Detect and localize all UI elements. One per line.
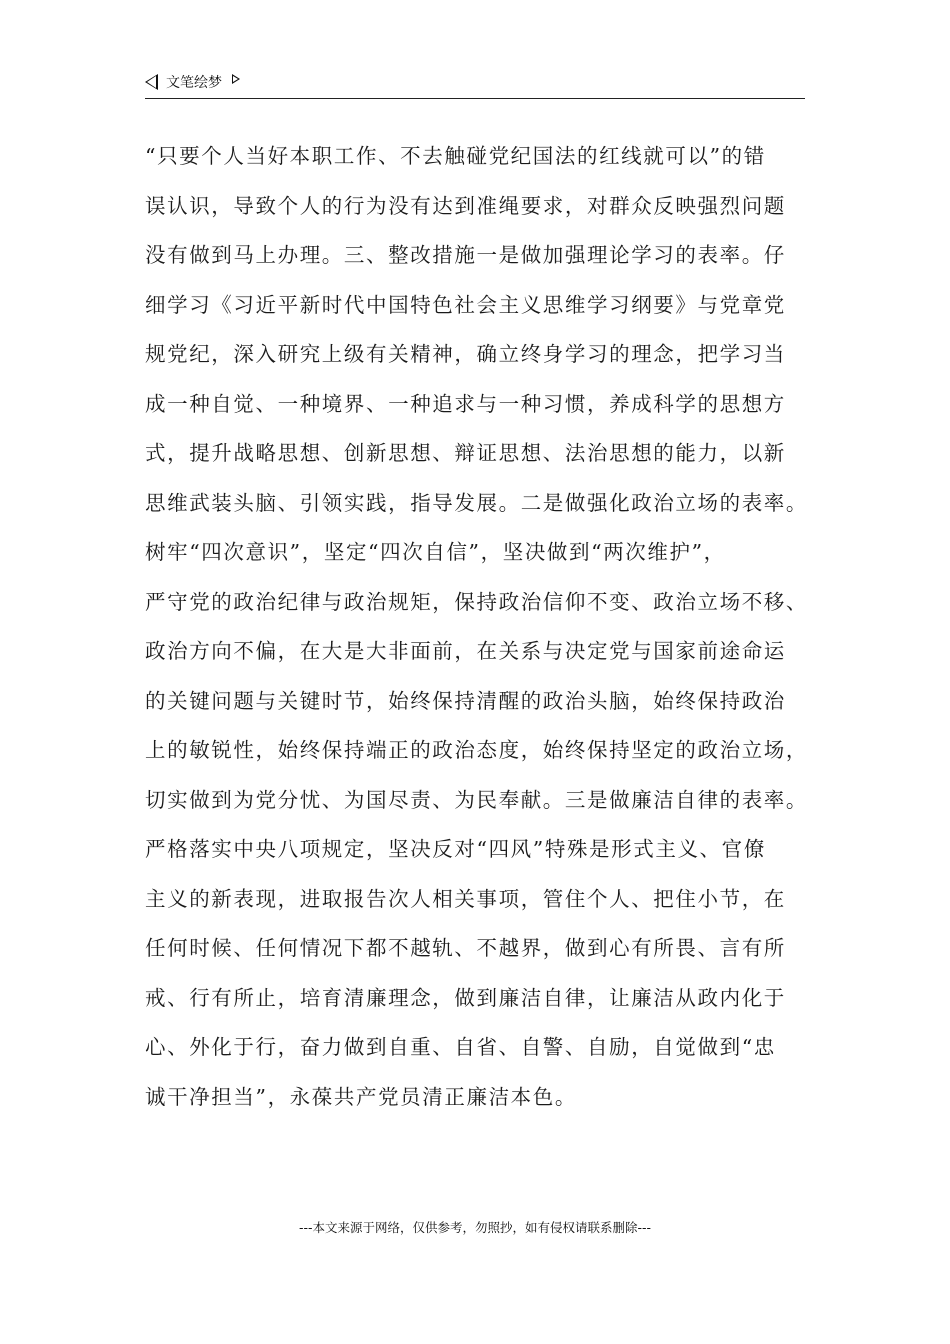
body-line: 戒、行有所止，培育清廉理念，做到廉洁自律，让廉洁从政内化于 — [145, 985, 786, 1010]
page-header — [145, 70, 805, 99]
body-line: 任何时候、任何情况下都不越轨、不越界，做到心有所畏、言有所 — [145, 936, 786, 960]
triangle-right-icon — [232, 74, 240, 84]
body-line: 上的敏锐性，始终保持端正的政治态度，始终保持坚定的政治立场， — [145, 738, 808, 762]
body-line: “只要个人当好本职工作、不去触碰党纪国法的红线就可以”的错 — [145, 144, 766, 168]
triangle-left-icon — [145, 74, 158, 90]
body-line: 细学习《习近平新时代中国特色社会主义思维学习纲要》与党章党 — [145, 292, 786, 317]
body-line: 树牢“四次意识”，坚定“四次自信”，坚决做到“两次维护”， — [145, 540, 726, 564]
body-line: 式，提升战略思想、创新思想、辩证思想、法治思想的能力，以新 — [145, 441, 786, 465]
body-line: 严格落实中央八项规定，坚决反对“四风”特殊是形式主义、官僚 — [145, 837, 766, 861]
body-line: 没有做到马上办理。三、整改措施一是做加强理论学习的表率。仔 — [145, 243, 786, 267]
document-body — [145, 132, 815, 1122]
body-line: 规党纪，深入研究上级有关精神，确立终身学习的理念，把学习当 — [145, 342, 786, 366]
body-line: 诚干净担当”，永葆共产党员清正廉洁本色。 — [145, 1084, 577, 1109]
body-line: 主义的新表现，进取报告次人相关事项，管住个人、把住小节，在 — [145, 886, 786, 911]
page-footer-disclaimer: ---本文来源于网络，仅供参考，勿照抄，如有侵权请联系删除--- — [298, 1220, 652, 1235]
body-line: 切实做到为党分忧、为国尽责、为民奉献。三是做廉洁自律的表率。 — [145, 787, 808, 812]
body-line: 思维武装头脑、引领实践，指导发展。二是做强化政治立场的表率。 — [145, 490, 808, 515]
body-line: 政治方向不偏，在大是大非面前，在关系与决定党与国家前途命运 — [145, 639, 786, 663]
body-line: 误认识，导致个人的行为没有达到准绳要求，对群众反映强烈问题 — [145, 193, 786, 218]
body-line: 的关键问题与关键时节，始终保持清醒的政治头脑，始终保持政治 — [145, 688, 786, 713]
header-brand-label: 文笔绘梦 — [166, 75, 222, 91]
body-line: 心、外化于行，奋力做到自重、自省、自警、自励，自觉做到“忠 — [145, 1035, 776, 1059]
body-line: 严守党的政治纪律与政治规矩，保持政治信仰不变、政治立场不移、 — [145, 589, 808, 614]
body-line: 成一种自觉、一种境界、一种追求与一种习惯，养成科学的思想方 — [145, 391, 786, 416]
header-brand — [145, 72, 240, 92]
